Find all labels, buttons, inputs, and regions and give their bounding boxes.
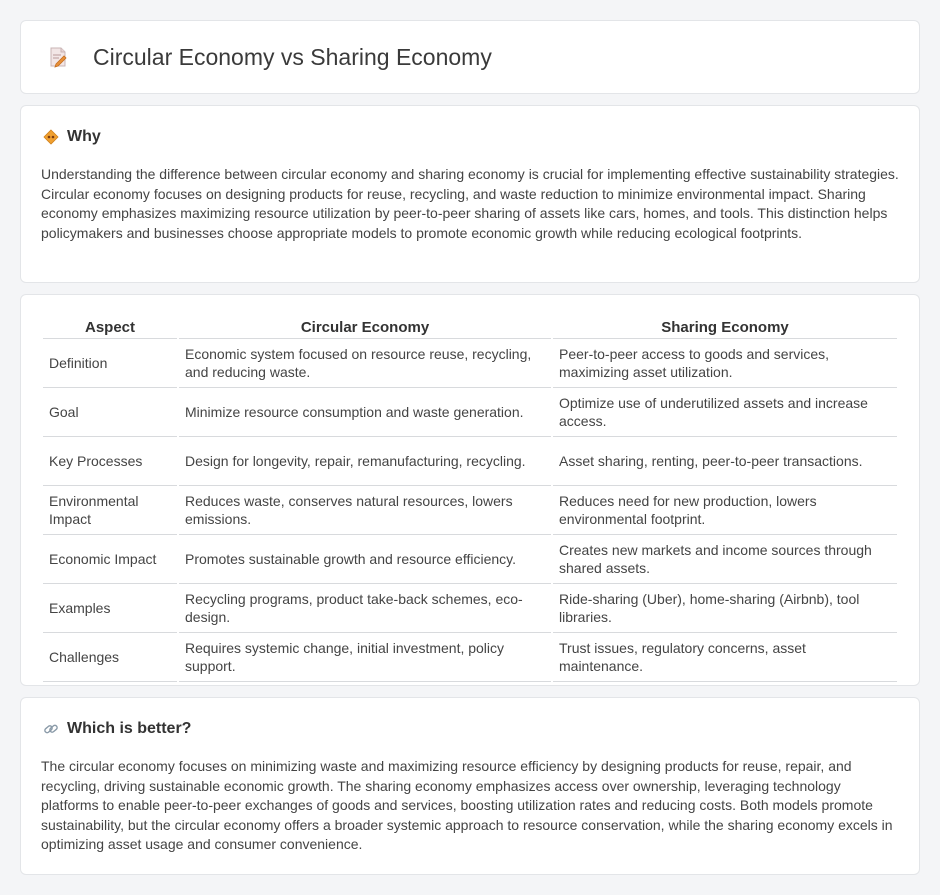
page-title: Circular Economy vs Sharing Economy [93, 43, 492, 70]
row-sharing: Optimize use of underutilized assets and increase access. [553, 388, 897, 437]
better-text: The circular economy focuses on minimizing waste and maximizing resource efficiency by designing products for reuse, repair, and recycling, driving sustainable economic growth. The sharing economy emphasizes access over ownership, leveraging technology platforms to enable peer-to-peer exchanges of goods and services, boosting utilization rates and reducing costs. Both models promote sustainability, but the circular economy offers a broader systemic approach to resource conservation, while the sharing economy excels in optimizing asset usage and consumer convenience. [41, 758, 893, 853]
row-aspect: Environmental Impact [43, 486, 177, 535]
row-sharing: Trust issues, regulatory concerns, asset maintenance. [553, 633, 897, 682]
row-aspect: Key Processes [43, 437, 177, 486]
table-row [43, 437, 897, 486]
row-sharing: Peer-to-peer access to goods and services, maximizing asset utilization. [553, 339, 897, 388]
table-row [43, 584, 897, 633]
row-aspect: Challenges [43, 633, 177, 682]
row-aspect: Goal [43, 388, 177, 437]
row-aspect: Examples [43, 584, 177, 633]
row-circular: Economic system focused on resource reuse, recycling, and reducing waste. [179, 339, 551, 388]
table-row [43, 388, 897, 437]
row-aspect: Definition [43, 339, 177, 388]
why-title: Why [67, 128, 101, 145]
row-circular: Requires systemic change, initial investment, policy support. [179, 633, 551, 682]
why-section [20, 105, 920, 283]
why-text: Understanding the difference between circular economy and sharing economy is crucial for implementing effective sustainability strategies. Circular economy focuses on designing products for reuse, recycling, and waste reduction to minimize environmental impact. Sharing economy emphasizes maximizing resource utilization by peer-to-peer sharing of assets like cars, homes, and tools. This distinction helps policymakers and businesses choose appropriate models to promote economic growth while reducing ecological footprints. [41, 166, 899, 241]
header-card [20, 20, 920, 94]
comparison-table [41, 315, 899, 682]
link-icon [43, 721, 59, 737]
table-row [43, 486, 897, 535]
table-row [43, 339, 897, 388]
header-sharing: Sharing Economy [553, 315, 897, 339]
table-row [43, 535, 897, 584]
row-sharing: Ride-sharing (Uber), home-sharing (Airbnb), tool libraries. [553, 584, 897, 633]
header-aspect: Aspect [43, 315, 177, 339]
row-circular: Promotes sustainable growth and resource efficiency. [179, 535, 551, 584]
document-edit-icon [47, 46, 69, 68]
header-circular: Circular Economy [179, 315, 551, 339]
diamond-icon [43, 129, 59, 145]
row-circular: Minimize resource consumption and waste generation. [179, 388, 551, 437]
why-heading [41, 128, 899, 146]
which-is-better-section [20, 697, 920, 875]
table-row [43, 633, 897, 682]
better-heading [41, 720, 899, 738]
comparison-table-card [20, 294, 920, 686]
row-circular: Recycling programs, product take-back schemes, eco-design. [179, 584, 551, 633]
row-aspect: Economic Impact [43, 535, 177, 584]
table-header-row [43, 315, 897, 339]
row-circular: Reduces waste, conserves natural resources, lowers emissions. [179, 486, 551, 535]
row-sharing: Creates new markets and income sources through shared assets. [553, 535, 897, 584]
row-sharing: Reduces need for new production, lowers environmental footprint. [553, 486, 897, 535]
better-title: Which is better? [67, 720, 192, 737]
row-circular: Design for longevity, repair, remanufacturing, recycling. [179, 437, 551, 486]
row-sharing: Asset sharing, renting, peer-to-peer transactions. [553, 437, 897, 486]
